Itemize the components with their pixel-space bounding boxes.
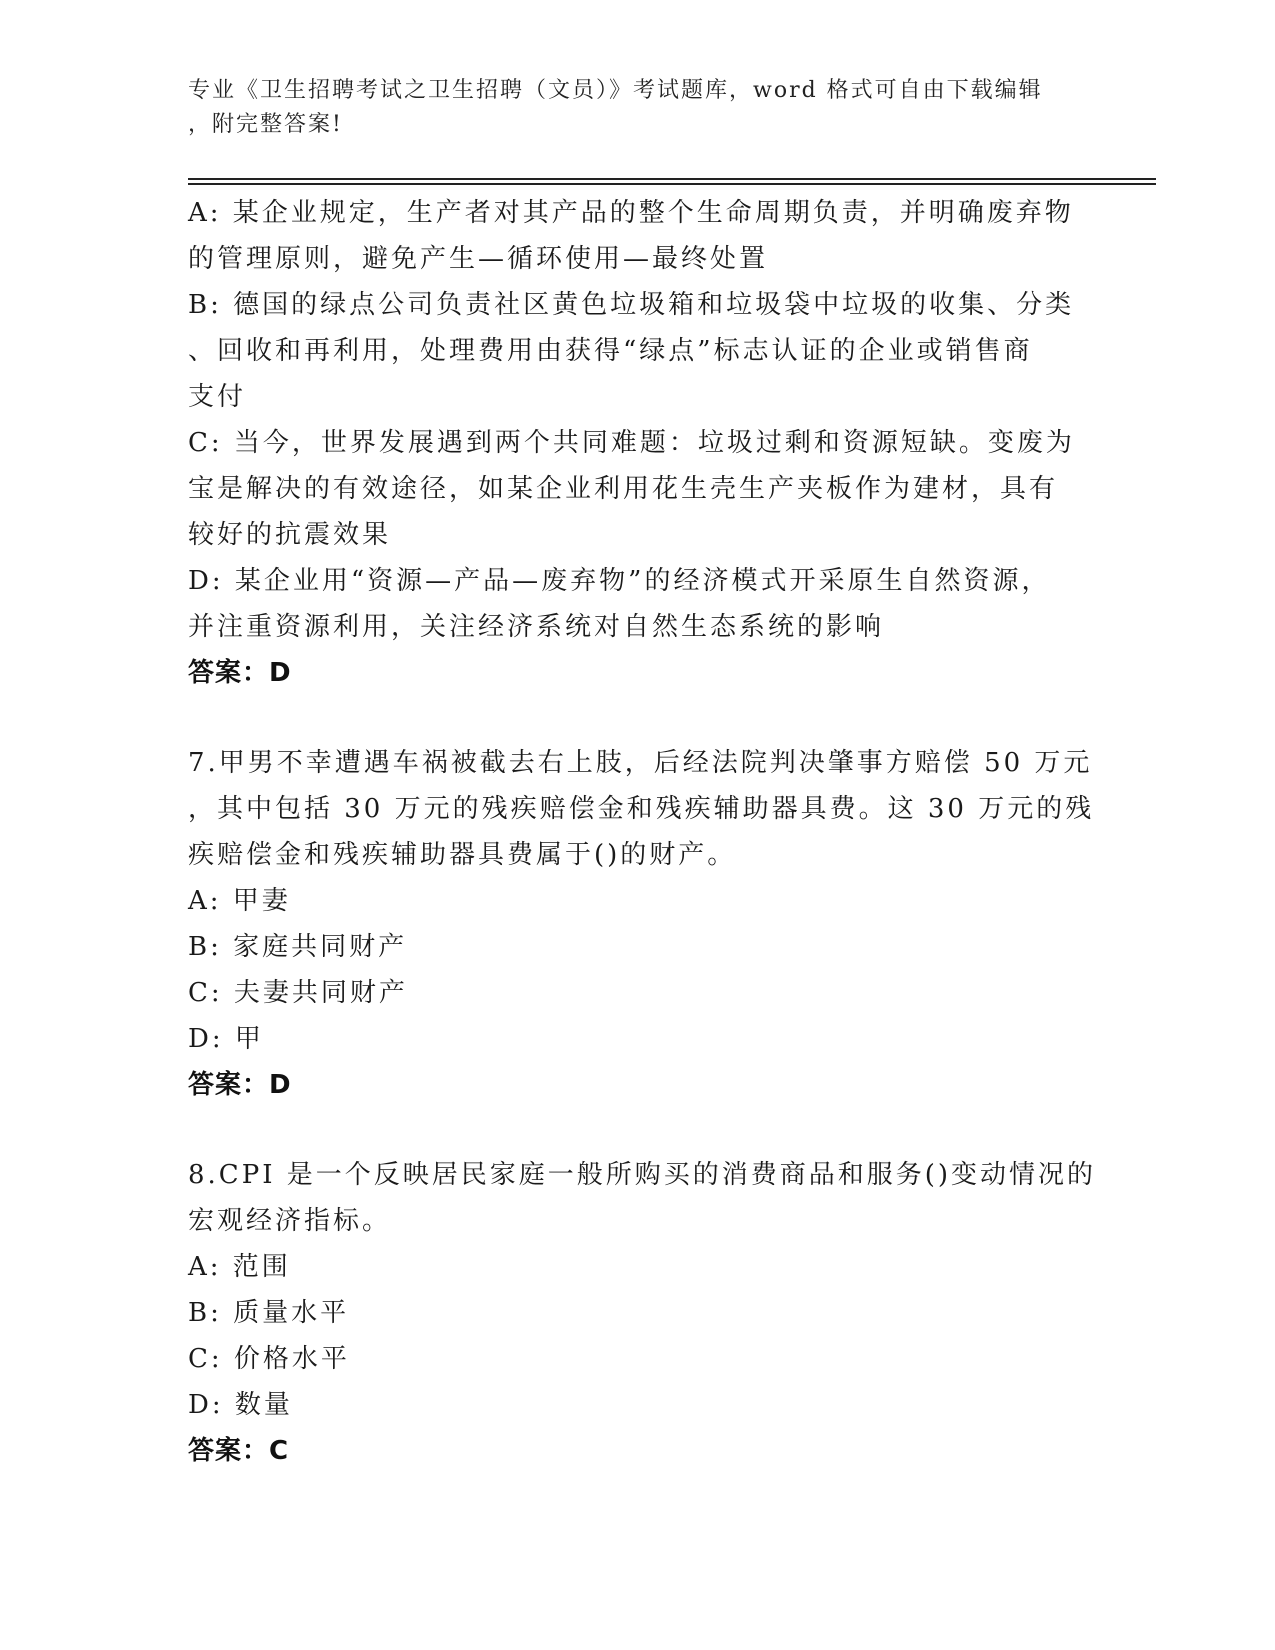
document-body bbox=[188, 190, 1097, 1474]
question-7 bbox=[188, 740, 1095, 1108]
option-text-line: D: 某企业用“资源—产品—废弃物”的经济模式开采原生自然资源， bbox=[188, 566, 1051, 596]
option-text-line: C: 当今，世界发展遇到两个共同难题：垃圾过剩和资源短缺。变废为 bbox=[188, 428, 1075, 458]
option-text-line: 并注重资源利用，关注经济系统对自然生态系统的影响 bbox=[188, 612, 885, 642]
answer-label: 答案：D bbox=[188, 1070, 292, 1100]
question-stem-line: 7.甲男不幸遭遇车祸被截去右上肢，后经法院判决肇事方赔偿 50 万元 bbox=[188, 748, 1093, 778]
question-stem-line: 8.CPI 是一个反映居民家庭一般所购买的消费商品和服务()变动情况的 bbox=[188, 1160, 1097, 1190]
question-stem-line: 疾赔偿金和残疾辅助器具费属于()的财产。 bbox=[188, 840, 737, 870]
header-divider-bottom bbox=[188, 183, 1156, 185]
question-spacer bbox=[188, 696, 1088, 740]
answer-label: 答案：D bbox=[188, 658, 292, 688]
option-d: D: 数量 bbox=[188, 1390, 293, 1420]
question-8 bbox=[188, 1152, 1097, 1474]
option-b: B: 质量水平 bbox=[188, 1298, 350, 1328]
option-b: B: 家庭共同财产 bbox=[188, 932, 408, 962]
option-c: C: 价格水平 bbox=[188, 1344, 350, 1374]
question-stem-line: 宏观经济指标。 bbox=[188, 1206, 392, 1236]
header-divider-top bbox=[188, 178, 1156, 180]
option-a: A: 甲妻 bbox=[188, 886, 291, 916]
option-text-line: 较好的抗震效果 bbox=[188, 520, 392, 550]
option-text-line: A: 某企业规定，生产者对其产品的整个生命周期负责，并明确废弃物 bbox=[188, 198, 1074, 228]
option-c: C: 夫妻共同财产 bbox=[188, 978, 408, 1008]
option-text-line: 、回收和再利用，处理费用由获得“绿点”标志认证的企业或销售商 bbox=[188, 336, 1033, 366]
option-a: A: 范围 bbox=[188, 1252, 291, 1282]
question-stem-line: ，其中包括 30 万元的残疾赔偿金和残疾辅助器具费。这 30 万元的残 bbox=[188, 794, 1095, 824]
option-text-line: B: 德国的绿点公司负责社区黄色垃圾箱和垃圾袋中垃圾的收集、分类 bbox=[188, 290, 1075, 320]
option-text-line: 的管理原则，避免产生—循环使用—最终处置 bbox=[188, 244, 769, 274]
option-d: D: 甲 bbox=[188, 1024, 264, 1054]
option-text-line: 宝是解决的有效途径，如某企业利用花生壳生产夹板作为建材，具有 bbox=[188, 474, 1059, 504]
header-line-1: 专业《卫生招聘考试之卫生招聘（文员）》考试题库，word 格式可自由下载编辑 bbox=[188, 78, 1043, 103]
header-line-2: ，附完整答案! bbox=[188, 112, 343, 137]
document-header bbox=[188, 74, 1088, 142]
option-text-line: 支付 bbox=[188, 382, 247, 412]
question-6-options bbox=[188, 190, 1088, 696]
question-spacer bbox=[188, 1108, 1088, 1152]
answer-label: 答案：C bbox=[188, 1436, 290, 1466]
